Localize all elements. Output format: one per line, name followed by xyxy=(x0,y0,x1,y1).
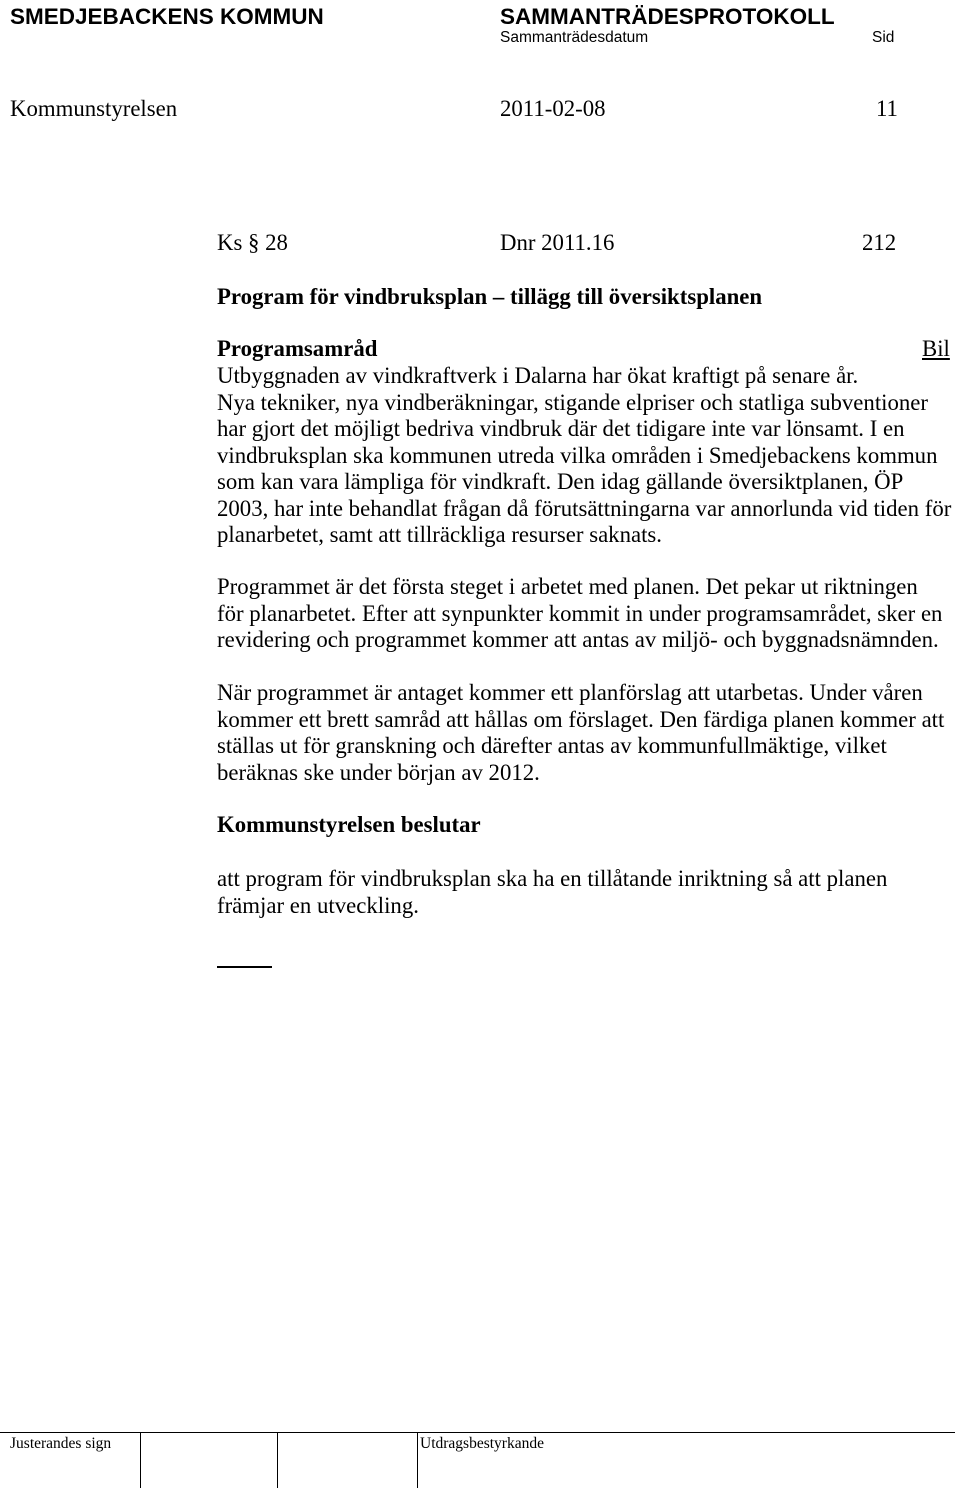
text-line: 2003, har inte behandlat frågan då förutsättningarna var annorlunda vid tiden för xyxy=(217,495,952,521)
text-line: som kan vara lämpliga för vindkraft. Den idag gällande översiktplanen, ÖP xyxy=(217,469,904,494)
page-number: 11 xyxy=(876,96,898,121)
paragraph-1 xyxy=(217,363,957,549)
item-title: Program för vindbruksplan – tillägg till översiktsplanen xyxy=(217,284,763,309)
utdragsbestyrkande-label: Utdragsbestyrkande xyxy=(420,1435,544,1452)
subheading: Programsamråd xyxy=(217,336,378,361)
text-line: När programmet är antaget kommer ett planförslag att utarbetas. Under våren xyxy=(217,680,923,705)
decision-text xyxy=(217,866,957,919)
decision-heading: Kommunstyrelsen beslutar xyxy=(217,812,481,837)
text-line: Nya tekniker, nya vindberäkningar, stigande elpriser och statliga subventioner xyxy=(217,389,928,415)
text-line: revidering och programmet kommer att antas av miljö- och byggnadsnämnden. xyxy=(217,627,939,652)
meeting-body: Kommunstyrelsen xyxy=(10,96,178,121)
text-line: har gjort det möjligt bedriva vindbruk där det tidigare inte var lönsamt. I en xyxy=(217,416,905,441)
signature-column-divider xyxy=(417,1432,418,1488)
signature-column-divider xyxy=(277,1432,278,1488)
signature-column-divider xyxy=(140,1432,141,1488)
text-line: vindbruksplan ska kommunen utreda vilka områden i Smedjebackens kommun xyxy=(217,442,938,468)
document-type: SAMMANTRÄDESPROTOKOLL xyxy=(500,4,835,29)
item-number: 212 xyxy=(862,230,897,255)
organization-name: SMEDJEBACKENS KOMMUN xyxy=(10,4,324,29)
justerandes-sign-label: Justerandes sign xyxy=(10,1435,112,1452)
footer-divider xyxy=(0,1432,955,1433)
diary-number: Dnr 2011.16 xyxy=(500,230,615,255)
paragraph-3 xyxy=(217,680,957,786)
text-line: Programmet är det första steget i arbetet med planen. Det pekar ut riktningen xyxy=(217,574,918,599)
text-line: kommer ett brett samråd att hållas om förslaget. Den färdiga planen kommer att xyxy=(217,706,945,732)
text-line: Utbyggnaden av vindkraftverk i Dalarna har ökat kraftigt på senare år. xyxy=(217,363,859,388)
paragraph-reference: Ks § 28 xyxy=(217,230,288,255)
date-label: Sammanträdesdatum xyxy=(500,29,649,46)
text-line: planarbetet, samt att tillräckliga resurser saknats. xyxy=(217,522,663,547)
end-separator xyxy=(217,966,272,968)
page-label: Sid xyxy=(872,29,895,46)
text-line: ställas ut för granskning och därefter antas av kommunfullmäktige, vilket xyxy=(217,733,887,758)
text-line: beräknas ske under början av 2012. xyxy=(217,759,540,785)
text-line: för planarbetet. Efter att synpunkter kommit in under programsamrådet, sker en xyxy=(217,600,943,626)
text-line: främjar en utveckling. xyxy=(217,892,419,918)
paragraph-2 xyxy=(217,574,957,654)
attachment-marker: Bil xyxy=(922,336,950,361)
text-line: att program för vindbruksplan ska ha en tillåtande inriktning så att planen xyxy=(217,866,888,891)
meeting-date: 2011-02-08 xyxy=(500,96,606,121)
